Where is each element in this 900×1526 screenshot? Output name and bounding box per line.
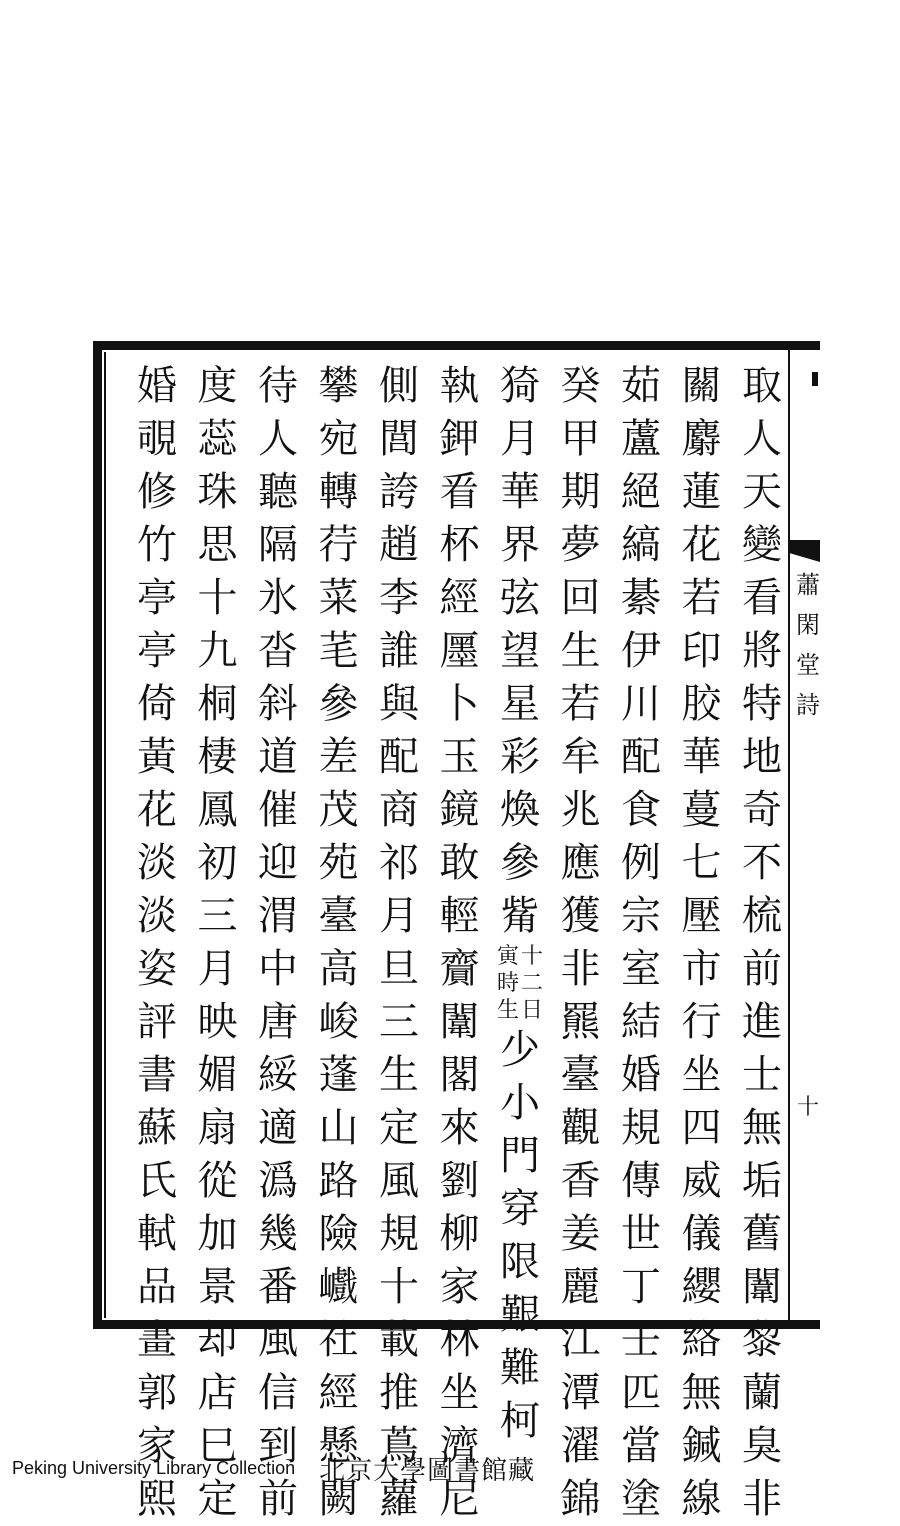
- glyph: 月: [500, 416, 540, 462]
- glyph: 杯: [439, 522, 480, 568]
- glyph: 威: [681, 1158, 722, 1204]
- glyph: 適: [258, 1105, 298, 1151]
- glyph: 穿: [500, 1186, 540, 1232]
- glyph: 宗: [621, 893, 661, 939]
- glyph: 濯: [560, 1423, 601, 1469]
- glyph: 渭: [258, 893, 298, 939]
- glyph: 扇: [197, 1105, 238, 1151]
- glyph: 限: [500, 1239, 540, 1285]
- glyph: 壓: [681, 893, 722, 939]
- glyph: 舊: [742, 1211, 782, 1257]
- glyph: 江: [560, 1317, 601, 1363]
- glyph: 無: [742, 1105, 782, 1151]
- glyph: 定: [197, 1476, 238, 1522]
- text-column: [192, 360, 244, 1522]
- glyph: 家: [439, 1264, 480, 1310]
- glyph: 催: [258, 787, 298, 833]
- glyph: 縞: [621, 522, 661, 568]
- text-column: [131, 360, 183, 1522]
- glyph: 評: [137, 999, 177, 1045]
- glyph: 姜: [560, 1211, 601, 1257]
- book-title: [796, 565, 820, 725]
- glyph: 室: [621, 946, 661, 992]
- glyph: 回: [560, 575, 601, 621]
- glyph: 蕊: [197, 416, 238, 462]
- glyph: 輕: [439, 893, 480, 939]
- glyph: 鏡: [439, 787, 480, 833]
- glyph: 茹: [621, 363, 661, 409]
- glyph: 臭: [742, 1423, 782, 1469]
- glyph: 規: [621, 1105, 661, 1151]
- glyph: 不: [742, 840, 782, 886]
- glyph: 旦: [379, 946, 419, 992]
- glyph: 當: [621, 1423, 661, 1469]
- glyph: 關: [681, 363, 722, 409]
- glyph: 淡: [137, 893, 177, 939]
- glyph: 斜: [258, 681, 298, 727]
- glyph: 星: [500, 681, 540, 727]
- glyph: 華: [681, 734, 722, 780]
- glyph: 從: [197, 1158, 238, 1204]
- glyph: 川: [621, 681, 661, 727]
- glyph: 生: [560, 628, 601, 674]
- glyph: 㬵: [681, 681, 722, 727]
- text-column: [434, 360, 486, 1522]
- glyph: 與: [379, 681, 419, 727]
- glyph: 書: [137, 1052, 177, 1098]
- glyph: 特: [742, 681, 782, 727]
- glyph: 社: [318, 1317, 359, 1363]
- glyph: 羆: [560, 999, 601, 1045]
- text-column: [313, 360, 365, 1522]
- glyph: 中: [258, 946, 298, 992]
- glyph: 閭: [379, 416, 419, 462]
- glyph: 劉: [439, 1158, 480, 1204]
- glyph: 纓: [681, 1264, 722, 1310]
- glyph: 艱: [500, 1292, 540, 1338]
- glyph: 風: [379, 1158, 419, 1204]
- glyph: 界: [500, 522, 540, 568]
- glyph: 巳: [197, 1423, 238, 1469]
- glyph: 市: [681, 946, 722, 992]
- glyph: 險: [318, 1211, 359, 1257]
- glyph: 聽: [258, 469, 298, 515]
- glyph: 非: [560, 946, 601, 992]
- glyph: 少: [500, 1027, 540, 1073]
- glyph: 思: [197, 522, 238, 568]
- glyph: 商: [379, 787, 419, 833]
- glyph: 煥: [500, 787, 540, 833]
- glyph: 覗: [137, 416, 177, 462]
- text-column: [676, 360, 728, 1522]
- glyph: 潭: [560, 1370, 601, 1416]
- glyph: 小: [500, 1080, 540, 1126]
- glyph: 夢: [560, 522, 601, 568]
- glyph: 取: [742, 363, 782, 409]
- glyph: 敢: [439, 840, 480, 886]
- glyph: 攀: [318, 363, 359, 409]
- text-column: [373, 360, 425, 1522]
- glyph: 加: [197, 1211, 238, 1257]
- glyph: 側: [379, 363, 419, 409]
- glyph: 倚: [137, 681, 177, 727]
- glyph: 熙: [137, 1476, 177, 1522]
- glyph: 行: [681, 999, 722, 1045]
- glyph: 蓮: [681, 469, 722, 515]
- glyph: 三: [197, 893, 238, 939]
- glyph: 棲: [197, 734, 238, 780]
- glyph: 濟: [439, 1423, 480, 1469]
- glyph: 闈: [439, 999, 480, 1045]
- glyph: 闕: [318, 1476, 359, 1522]
- folio-number: 十: [796, 1095, 819, 1120]
- glyph: 結: [621, 999, 661, 1045]
- glyph: 三: [379, 999, 419, 1045]
- glyph: 牟: [560, 734, 601, 780]
- glyph: 唐: [258, 999, 298, 1045]
- glyph: 蓬: [318, 1052, 359, 1098]
- glyph: 番: [258, 1264, 298, 1310]
- glyph: 伊: [621, 628, 661, 674]
- glyph: 彩: [500, 734, 540, 780]
- glyph: 天: [742, 469, 782, 515]
- glyph: 珠: [197, 469, 238, 515]
- text-column: [555, 360, 607, 1522]
- glyph: 麗: [560, 1264, 601, 1310]
- glyph: 前: [742, 946, 782, 992]
- glyph: 苑: [318, 840, 359, 886]
- glyph: 茂: [318, 787, 359, 833]
- glyph: 峻: [318, 999, 359, 1045]
- glyph: 趙: [379, 522, 419, 568]
- glyph: 祁: [379, 840, 419, 886]
- glyph: 婚: [621, 1052, 661, 1098]
- glyph: 映: [197, 999, 238, 1045]
- glyph: 執: [439, 363, 480, 409]
- glyph: 猗: [500, 363, 540, 409]
- collection-label-en: Peking University Library Collection: [12, 1457, 296, 1478]
- glyph: 花: [137, 787, 177, 833]
- glyph: 世: [621, 1211, 661, 1257]
- glyph: 印: [681, 628, 722, 674]
- glyph: 生: [379, 1052, 419, 1098]
- glyph: 路: [318, 1158, 359, 1204]
- glyph: 齎: [439, 946, 480, 992]
- glyph: 巇: [318, 1264, 359, 1310]
- glyph: 林: [439, 1317, 480, 1363]
- glyph: 綦: [621, 575, 661, 621]
- glyph: 蘇: [137, 1105, 177, 1151]
- glyph: 蘿: [379, 1476, 419, 1522]
- title-char: 蕭: [796, 571, 820, 599]
- glyph: 傳: [621, 1158, 661, 1204]
- glyph: 道: [258, 734, 298, 780]
- glyph: 人: [258, 416, 298, 462]
- glyph: 景: [197, 1264, 238, 1310]
- glyph: 經: [318, 1370, 359, 1416]
- glyph: 臺: [318, 893, 359, 939]
- glyph: 甲: [560, 416, 601, 462]
- glyph: 兆: [560, 787, 601, 833]
- glyph: 到: [258, 1423, 298, 1469]
- glyph: 將: [742, 628, 782, 674]
- glyph: 地: [742, 734, 782, 780]
- glyph: 士: [742, 1052, 782, 1098]
- collection-label-zh: 北京大學圖書館藏: [319, 1455, 536, 1486]
- glyph: 經: [439, 575, 480, 621]
- glyph: 轉: [318, 469, 359, 515]
- center-mark: [812, 372, 818, 386]
- glyph: 闈: [742, 1264, 782, 1310]
- glyph: 荇: [318, 522, 359, 568]
- glyph: 軾: [137, 1211, 177, 1257]
- glyph: 鉀: [439, 416, 480, 462]
- glyph: 婚: [137, 363, 177, 409]
- note-line: 寅時生: [496, 944, 519, 1023]
- glyph: 七: [681, 840, 722, 886]
- glyph: 若: [681, 575, 722, 621]
- glyph: 十: [379, 1264, 419, 1310]
- glyph: 非: [742, 1476, 782, 1522]
- glyph: 華: [500, 469, 540, 515]
- glyph: 月: [379, 893, 419, 939]
- glyph: 門: [500, 1133, 540, 1179]
- glyph: 麝: [681, 416, 722, 462]
- glyph: 應: [560, 840, 601, 886]
- glyph: 月: [197, 946, 238, 992]
- glyph: 壬: [621, 1317, 661, 1363]
- glyph: 定: [379, 1105, 419, 1151]
- glyph: 蘭: [742, 1370, 782, 1416]
- title-char: 堂: [796, 651, 820, 679]
- glyph: 初: [197, 840, 238, 886]
- glyph: 看: [742, 575, 782, 621]
- glyph: 絕: [621, 469, 661, 515]
- glyph: 度: [197, 363, 238, 409]
- glyph: 柳: [439, 1211, 480, 1257]
- inner-border-rule: [104, 352, 106, 1318]
- glyph: 進: [742, 999, 782, 1045]
- glyph: 㕓: [439, 628, 480, 674]
- glyph: 四: [681, 1105, 722, 1151]
- glyph: 差: [318, 734, 359, 780]
- center-fold-line: [788, 350, 790, 1320]
- glyph: 垢: [742, 1158, 782, 1204]
- glyph: 絡: [681, 1317, 722, 1363]
- glyph: 花: [681, 522, 722, 568]
- glyph: 來: [439, 1105, 480, 1151]
- footer: [12, 1452, 612, 1484]
- glyph: 香: [560, 1158, 601, 1204]
- glyph: 例: [621, 840, 661, 886]
- glyph: 媚: [197, 1052, 238, 1098]
- glyph: 蔓: [681, 787, 722, 833]
- glyph: 桐: [197, 681, 238, 727]
- glyph: 奇: [742, 787, 782, 833]
- glyph: 李: [379, 575, 419, 621]
- glyph: 前: [258, 1476, 298, 1522]
- glyph: 配: [379, 734, 419, 780]
- glyph: 山: [318, 1105, 359, 1151]
- glyph: 無: [681, 1370, 722, 1416]
- glyph: 店: [197, 1370, 238, 1416]
- glyph: 沓: [258, 628, 298, 674]
- glyph: 郭: [137, 1370, 177, 1416]
- glyph: 塗: [621, 1476, 661, 1522]
- glyph: 坐: [439, 1370, 480, 1416]
- glyph: 宛: [318, 416, 359, 462]
- glyph: 誇: [379, 469, 419, 515]
- glyph: 懸: [318, 1423, 359, 1469]
- glyph: 竹: [137, 522, 177, 568]
- glyph: 若: [560, 681, 601, 727]
- glyph: 參: [500, 840, 540, 886]
- glyph: 玉: [439, 734, 480, 780]
- glyph: 獲: [560, 893, 601, 939]
- glyph: 氷: [258, 575, 298, 621]
- glyph: 望: [500, 628, 540, 674]
- glyph: 柯: [500, 1398, 540, 1444]
- glyph: 姿: [137, 946, 177, 992]
- glyph: 載: [379, 1317, 419, 1363]
- glyph: 黃: [137, 734, 177, 780]
- glyph: 難: [500, 1345, 540, 1391]
- glyph: 觀: [560, 1105, 601, 1151]
- glyph: 待: [258, 363, 298, 409]
- text-column: [736, 360, 788, 1522]
- text-column: [252, 360, 304, 1522]
- glyph: 梳: [742, 893, 782, 939]
- glyph: 線: [681, 1476, 722, 1522]
- glyph: 鍼: [681, 1423, 722, 1469]
- glyph: 誰: [379, 628, 419, 674]
- glyph: 丁: [621, 1264, 661, 1310]
- glyph: 坐: [681, 1052, 722, 1098]
- glyph: 隔: [258, 522, 298, 568]
- glyph: 參: [318, 681, 359, 727]
- glyph: 信: [258, 1370, 298, 1416]
- glyph: 卜: [439, 681, 480, 727]
- glyph: 食: [621, 787, 661, 833]
- glyph: 修: [137, 469, 177, 515]
- glyph: 匹: [621, 1370, 661, 1416]
- glyph: 氏: [137, 1158, 177, 1204]
- glyph: 規: [379, 1211, 419, 1257]
- glyph: 品: [137, 1264, 177, 1310]
- glyph: 變: [742, 522, 782, 568]
- note-line: 十二日: [520, 944, 543, 1023]
- glyph: 蘆: [621, 416, 661, 462]
- glyph: 亭: [137, 628, 177, 674]
- glyph: 家: [137, 1423, 177, 1469]
- glyph: 閣: [439, 1052, 480, 1098]
- glyph: 高: [318, 946, 359, 992]
- text-column: [615, 360, 667, 1522]
- glyph: 十: [197, 575, 238, 621]
- glyph: 亭: [137, 575, 177, 621]
- text-column: [494, 360, 546, 1444]
- glyph: 風: [258, 1317, 298, 1363]
- glyph: 畫: [137, 1317, 177, 1363]
- glyph: 推: [379, 1370, 419, 1416]
- glyph: 淡: [137, 840, 177, 886]
- glyph: 却: [197, 1317, 238, 1363]
- glyph: 菜: [318, 575, 359, 621]
- glyph: 㸔: [439, 469, 480, 515]
- glyph: 儀: [681, 1211, 722, 1257]
- title-char: 詩: [796, 691, 820, 719]
- glyph: 九: [197, 628, 238, 674]
- title-char: 閑: [796, 611, 820, 639]
- interlinear-note: [494, 943, 546, 1024]
- glyph: 弦: [500, 575, 540, 621]
- glyph: 人: [742, 416, 782, 462]
- glyph: 配: [621, 734, 661, 780]
- glyph: 芼: [318, 628, 359, 674]
- glyph: 鳳: [197, 787, 238, 833]
- glyph: 幾: [258, 1211, 298, 1257]
- glyph: 期: [560, 469, 601, 515]
- glyph: 臺: [560, 1052, 601, 1098]
- glyph: 黎: [742, 1317, 782, 1363]
- glyph: 癸: [560, 363, 601, 409]
- glyph: 尼: [439, 1476, 480, 1522]
- glyph: 觜: [500, 893, 540, 939]
- glyph: 蔦: [379, 1423, 419, 1469]
- glyph: 潙: [258, 1158, 298, 1204]
- glyph: 錦: [560, 1476, 601, 1522]
- glyph: 迎: [258, 840, 298, 886]
- glyph: 綏: [258, 1052, 298, 1098]
